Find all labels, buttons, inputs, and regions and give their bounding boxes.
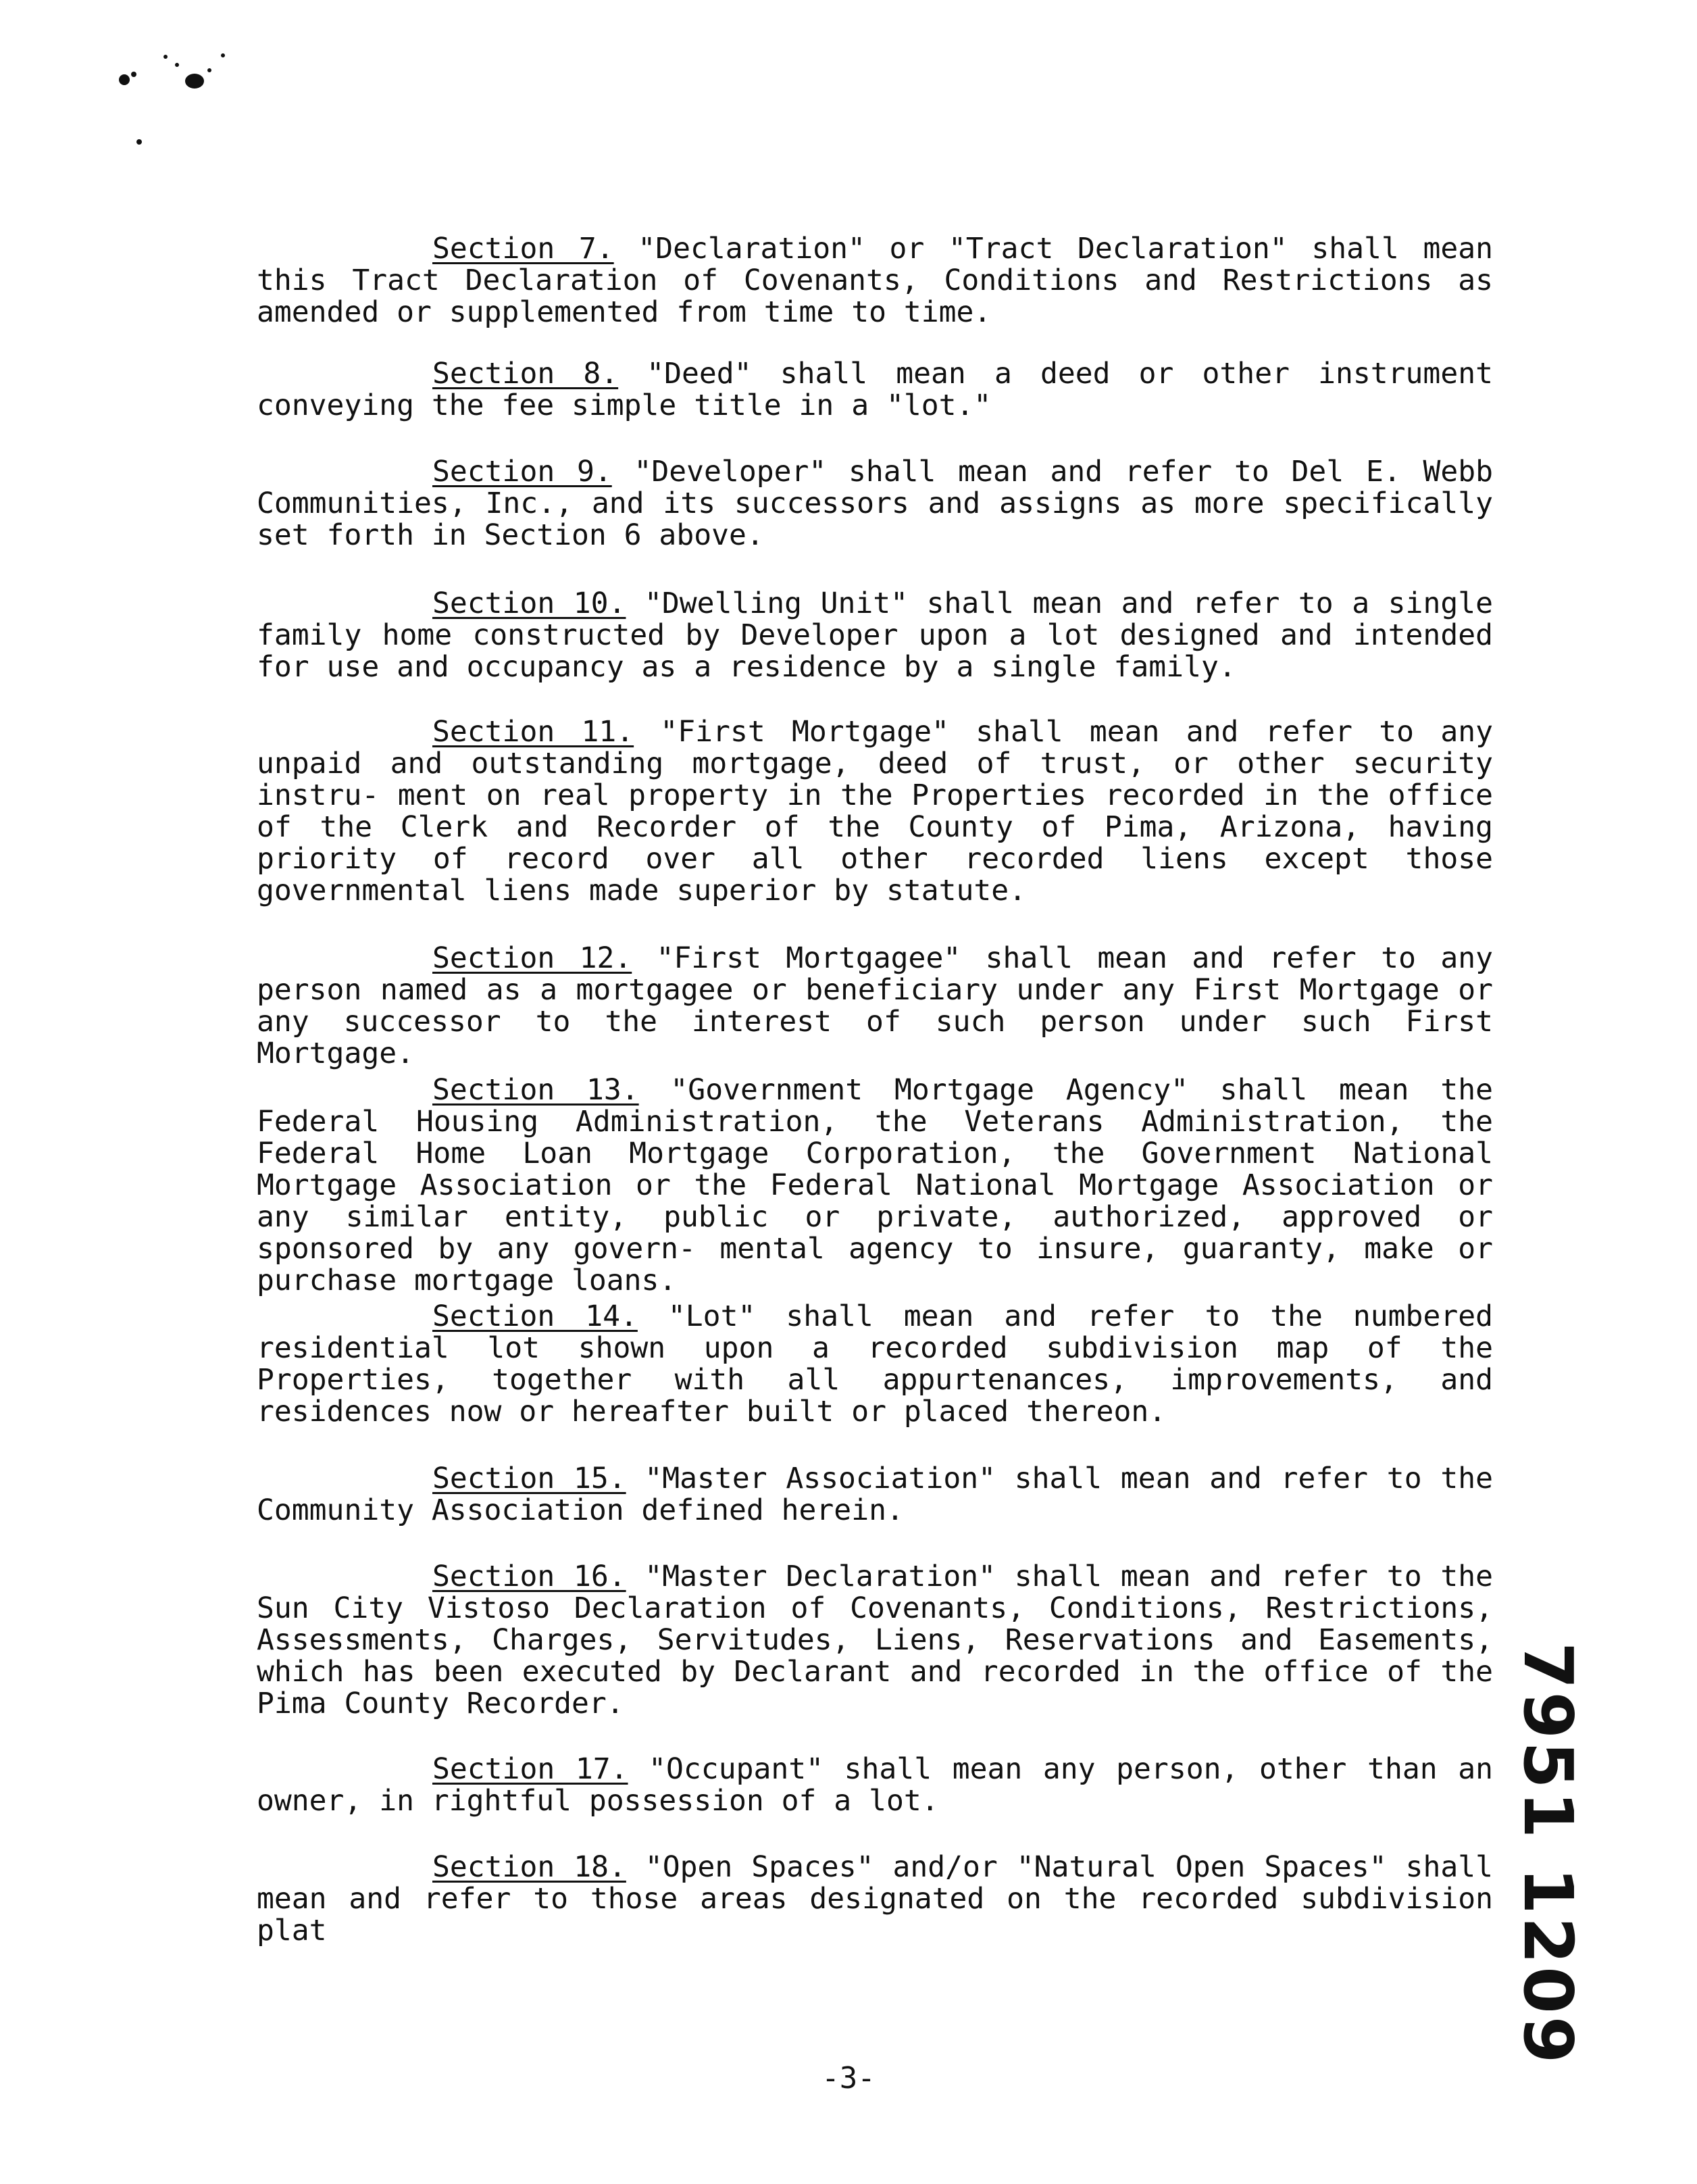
section-15-body: Community Association defined herein.: [257, 1493, 904, 1527]
section-9-body: Communities, Inc., and its successors and assigns as more specifically set forth in Section 6 above.: [257, 487, 1493, 552]
page-number: -3-: [821, 2061, 876, 2095]
section-15: [257, 1463, 1493, 1527]
section-8: [257, 358, 1493, 422]
section-9: [257, 456, 1493, 551]
section-17-first-line: Section 17. "Occupant" shall mean any person, other than an: [432, 1752, 1494, 1786]
section-8-body: conveying the fee simple title in a "lot.": [257, 389, 992, 422]
section-11: [257, 716, 1493, 907]
section-16-body: Sun City Vistoso Declaration of Covenants, Conditions, Restrictions, Assessments, Charges, Servitudes, Liens, Reservations and Easements, which has been executed by Declarant and recorded in the office of the Pima County Recorder.: [257, 1591, 1493, 1720]
section-15-first-line: Section 15. "Master Association" shall mean and refer to the: [432, 1462, 1493, 1495]
section-16-heading: Section 16.: [432, 1560, 626, 1593]
section-7: [257, 233, 1493, 328]
section-13: [257, 1074, 1493, 1297]
section-18: [257, 1852, 1493, 1947]
section-16-first-line: Section 16. "Master Declaration" shall mean and refer to the: [432, 1560, 1493, 1593]
section-17-heading: Section 17.: [432, 1752, 628, 1786]
section-10: [257, 588, 1493, 683]
section-11-first-line: Section 11. "First Mortgage" shall mean and refer to any: [432, 715, 1493, 749]
section-15-heading: Section 15.: [432, 1462, 626, 1495]
section-14: [257, 1301, 1493, 1428]
section-7-first-line: Section 7. "Declaration" or "Tract Declaration" shall mean: [432, 232, 1493, 266]
section-11-body: unpaid and outstanding mortgage, deed of trust, or other security instru- ment on real property in the Properties recorded in the office of the Clerk and Recorder of the County of Pima, Arizona, having priority of record over all other recorded liens except those governmental liens made superior by statute.: [257, 747, 1493, 908]
section-13-first-line: Section 13. "Government Mortgage Agency" shall mean the: [432, 1073, 1493, 1107]
section-18-heading: Section 18.: [432, 1850, 626, 1884]
section-14-body: residential lot shown upon a recorded subdivision map of the Properties, together with all appurtenances, improvements, and residences now or hereafter built or placed thereon.: [257, 1331, 1493, 1429]
section-12-first-line: Section 12. "First Mortgagee" shall mean and refer to any: [432, 941, 1493, 975]
section-12: [257, 943, 1493, 1070]
section-18-body: mean and refer to those areas designated on the recorded subdivision plat: [257, 1882, 1493, 1947]
section-13-body: Federal Housing Administration, the Veterans Administration, the Federal Home Loan Mortgage Corporation, the Government National Mortgage Association or the Federal National Mortgage Association or any similar entity, public or private, authorized, approved or sponsored by any govern- mental agency to insure, guaranty, make or purchase mortgage loans.: [257, 1105, 1493, 1297]
section-17: [257, 1754, 1493, 1817]
section-9-first-line: Section 9. "Developer" shall mean and refer to Del E. Webb: [432, 455, 1494, 489]
section-7-body: this Tract Declaration of Covenants, Conditions and Restrictions as amended or supplemented from time to time.: [257, 264, 1493, 329]
section-12-body: person named as a mortgagee or beneficiary under any First Mortgage or any successor to the interest of such person under such First Mortgage.: [257, 973, 1493, 1070]
section-12-heading: Section 12.: [432, 941, 632, 975]
recording-stamp: 7951 1209: [1509, 1642, 1588, 2066]
section-14-first-line: Section 14. "Lot" shall mean and refer to the numbered: [432, 1299, 1493, 1333]
section-8-heading: Section 8.: [432, 357, 619, 391]
section-11-heading: Section 11.: [432, 715, 634, 749]
section-17-body: owner, in rightful possession of a lot.: [257, 1784, 939, 1818]
section-9-heading: Section 9.: [432, 455, 612, 489]
section-7-heading: Section 7.: [432, 232, 614, 266]
section-8-first-line: Section 8. "Deed" shall mean a deed or other instrument: [432, 357, 1493, 391]
section-13-heading: Section 13.: [432, 1073, 639, 1107]
section-10-heading: Section 10.: [432, 587, 626, 620]
section-16: [257, 1561, 1493, 1720]
section-10-first-line: Section 10. "Dwelling Unit" shall mean and refer to a single: [432, 587, 1493, 620]
section-14-heading: Section 14.: [432, 1299, 638, 1333]
section-18-first-line: Section 18. "Open Spaces" and/or "Natural Open Spaces" shall: [432, 1850, 1493, 1884]
section-10-body: family home constructed by Developer upon a lot designed and intended for use and occupancy as a residence by a single family.: [257, 618, 1493, 684]
scan-specks: [115, 41, 270, 162]
